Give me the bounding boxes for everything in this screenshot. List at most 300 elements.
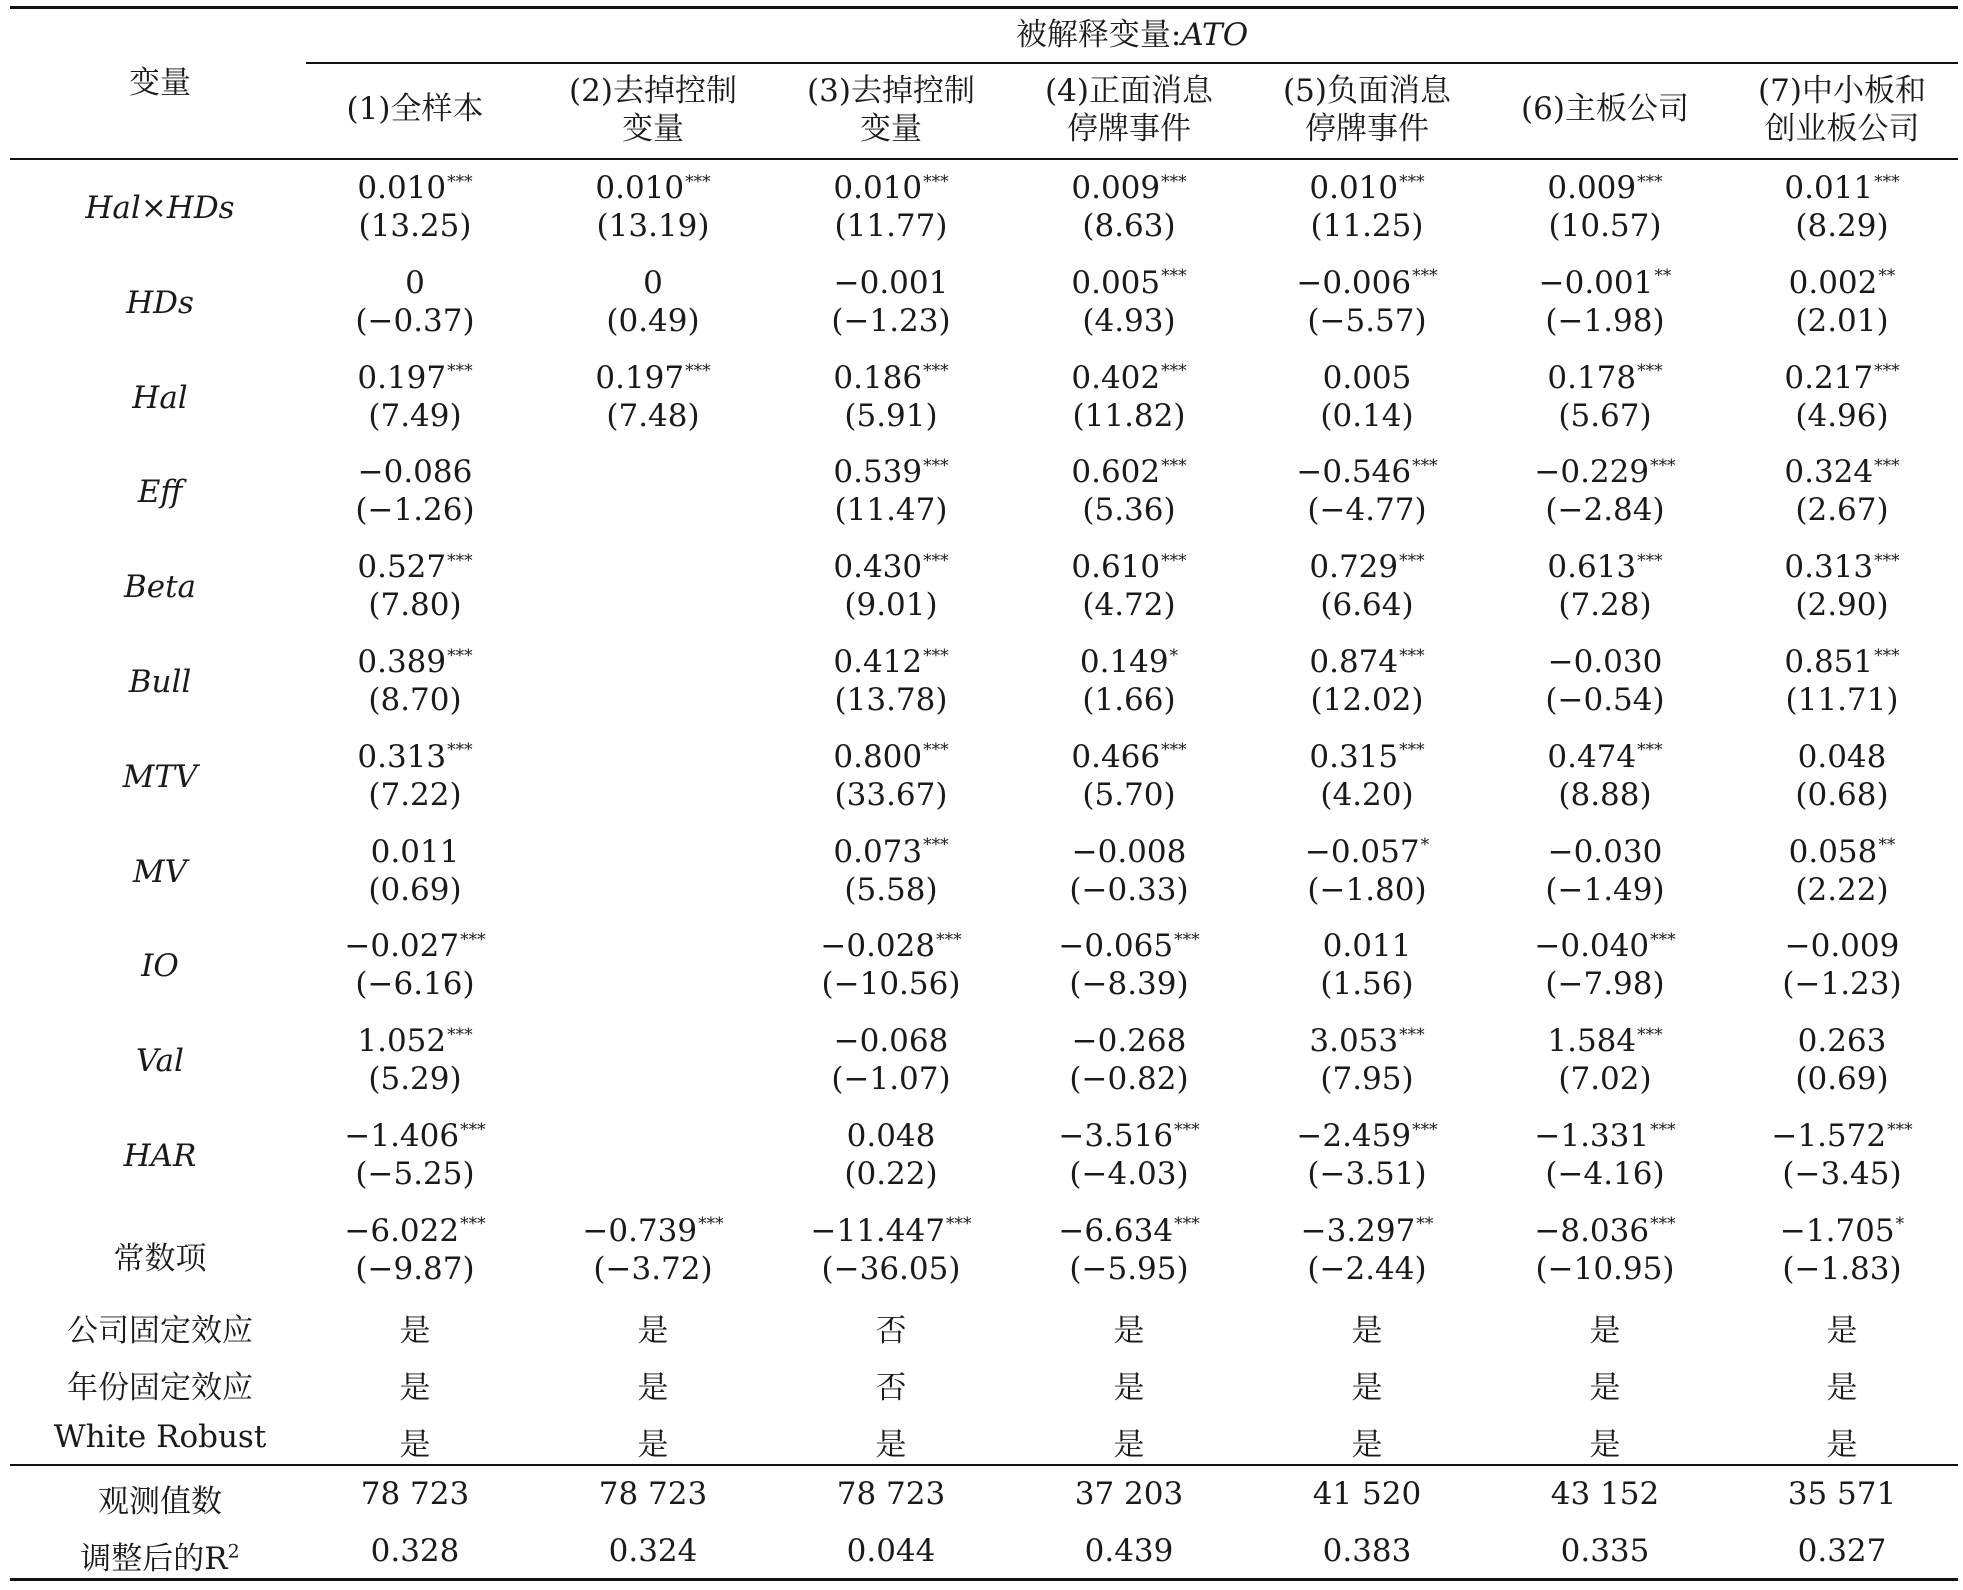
- t-stat-cell: (0.69): [368, 871, 462, 908]
- coef-cell: [1011, 360, 1247, 396]
- coef-value: 0.610: [1071, 549, 1161, 586]
- coef-cell: [1724, 170, 1960, 206]
- column-header-line: (1)全样本: [346, 91, 484, 127]
- coef-value: 0.313: [1784, 549, 1874, 586]
- coef-value: 3.053: [1309, 1023, 1399, 1060]
- row-value: 0.327: [1797, 1533, 1887, 1569]
- column-header-line: 创业板公司: [1764, 111, 1920, 147]
- coef-cell: [297, 454, 533, 490]
- t-stat-cell: (8.29): [1795, 208, 1889, 244]
- row-value: 是: [1826, 1313, 1858, 1349]
- t-stat-cell: (13.78): [834, 682, 948, 718]
- coef-value: 0.048: [846, 1118, 936, 1154]
- coef-cell: [773, 265, 1009, 301]
- coef-value: 0.048: [1797, 738, 1887, 775]
- coef-value: 0.613: [1547, 549, 1637, 586]
- row-label: Hal: [132, 379, 188, 416]
- t-stat-cell: (−10.56): [821, 966, 961, 1003]
- t-stat-cell: (1.66): [1082, 682, 1176, 718]
- column-header-2: [535, 72, 771, 148]
- coef-cell: [1011, 549, 1247, 585]
- coef-cell: [535, 360, 771, 396]
- significance-stars: ***: [1887, 1119, 1913, 1140]
- t-stat-cell: (0.14): [1320, 397, 1414, 434]
- t-stat-cell: (5.91): [844, 397, 938, 434]
- coef-cell: [773, 454, 1009, 490]
- coef-value: −11.447: [810, 1212, 945, 1249]
- significance-stars: ***: [1874, 456, 1900, 477]
- coef-value: −0.001: [1538, 264, 1654, 301]
- coef-cell: [1249, 265, 1485, 301]
- row-label: Hal×HDs: [85, 190, 235, 226]
- t-stat-cell: (13.19): [596, 208, 710, 244]
- coef-value: 0.010: [595, 170, 685, 206]
- coef-value: −1.406: [344, 1118, 460, 1154]
- row-value: 是: [1826, 1427, 1858, 1463]
- column-header-line: (6)主板公司: [1521, 91, 1689, 127]
- t-stat-cell: (9.01): [844, 587, 938, 624]
- coef-value: 0.011: [1322, 928, 1412, 965]
- t-stat-cell: (−3.72): [593, 1250, 713, 1287]
- significance-stars: ***: [923, 835, 949, 856]
- coef-cell: [1487, 1213, 1723, 1249]
- t-stat-cell: (2.90): [1795, 587, 1889, 624]
- t-stat-cell: (−1.26): [355, 492, 475, 529]
- significance-stars: *: [1420, 835, 1430, 856]
- significance-stars: ***: [923, 456, 949, 477]
- significance-stars: ***: [1412, 266, 1438, 287]
- coef-value: 0.263: [1797, 1023, 1887, 1060]
- t-stat-cell: (4.96): [1795, 397, 1889, 434]
- significance-stars: ***: [685, 361, 711, 382]
- t-stat-cell: (11.77): [834, 208, 948, 244]
- row-label: 公司固定效应: [67, 1313, 253, 1349]
- significance-stars: ***: [447, 361, 473, 382]
- t-stat-cell: (−2.84): [1545, 492, 1665, 529]
- coef-value: −0.057: [1304, 833, 1420, 870]
- row-value: 否: [875, 1313, 907, 1349]
- coef-cell: [1249, 360, 1485, 396]
- coef-value: −0.229: [1534, 454, 1650, 491]
- t-stat-cell: (7.95): [1320, 1061, 1414, 1098]
- row-value: 35 571: [1787, 1476, 1897, 1512]
- column-header-line: 停牌事件: [1305, 111, 1429, 147]
- row-label-superscript: 2: [227, 1540, 240, 1563]
- t-stat-cell: (−36.05): [821, 1250, 961, 1287]
- t-stat-cell: (8.70): [368, 682, 462, 718]
- significance-stars: ***: [923, 171, 949, 192]
- header-group-label: 被解释变量:: [1015, 17, 1182, 53]
- coef-value: −6.022: [344, 1212, 460, 1249]
- t-stat-cell: (−1.07): [831, 1061, 951, 1098]
- significance-stars: ***: [945, 1214, 972, 1235]
- significance-stars: ***: [698, 1214, 724, 1235]
- row-value: 是: [875, 1427, 907, 1463]
- significance-stars: ***: [1399, 1024, 1425, 1045]
- column-header-7: [1724, 72, 1960, 148]
- significance-stars: ***: [1174, 930, 1200, 951]
- row-label: 常数项: [113, 1240, 207, 1277]
- row-label: [10, 1476, 310, 1521]
- coef-value: 0.197: [595, 359, 685, 396]
- coef-cell: [1011, 1213, 1247, 1249]
- header-rule: [10, 158, 1958, 160]
- coef-value: 0.217: [1784, 359, 1874, 396]
- significance-stars: ***: [1174, 1119, 1200, 1140]
- t-stat-cell: (−0.33): [1069, 871, 1189, 908]
- coef-cell: [1724, 928, 1960, 964]
- coef-cell: [1011, 1118, 1247, 1154]
- coef-value: −0.030: [1547, 833, 1663, 870]
- coef-value: 0.313: [357, 738, 447, 775]
- column-header-5: [1249, 72, 1485, 148]
- significance-stars: ***: [1637, 361, 1663, 382]
- coef-cell: [1487, 454, 1723, 490]
- significance-stars: *: [1895, 1214, 1905, 1235]
- t-stat-cell: (−1.80): [1307, 871, 1427, 908]
- row-label: MTV: [122, 758, 198, 795]
- coef-value: −0.027: [344, 928, 460, 965]
- column-header-line: 停牌事件: [1067, 111, 1191, 147]
- coef-value: 0.010: [833, 170, 923, 206]
- coef-value: −0.086: [357, 454, 473, 491]
- t-stat-cell: (5.70): [1082, 776, 1176, 813]
- row-value: 0.383: [1322, 1533, 1412, 1569]
- significance-stars: ***: [1161, 456, 1187, 477]
- coef-value: −0.040: [1534, 928, 1650, 965]
- coef-cell: [1487, 360, 1723, 396]
- coef-cell: [1249, 454, 1485, 490]
- coef-cell: [297, 549, 533, 585]
- significance-stars: ***: [1399, 645, 1425, 666]
- coef-cell: [1724, 549, 1960, 585]
- t-stat-cell: (−10.95): [1535, 1250, 1675, 1287]
- coef-cell: [1011, 644, 1247, 680]
- significance-stars: **: [1416, 1214, 1434, 1235]
- coef-cell: [1724, 454, 1960, 490]
- top-rule: [10, 6, 1958, 9]
- significance-stars: ***: [1874, 645, 1900, 666]
- row-value: 是: [1589, 1313, 1621, 1349]
- coef-cell: [1487, 265, 1723, 301]
- significance-stars: ***: [685, 171, 711, 192]
- coef-cell: [773, 1118, 1009, 1154]
- coef-cell: [1724, 360, 1960, 396]
- coef-cell: [1487, 644, 1723, 680]
- significance-stars: ***: [1650, 456, 1676, 477]
- mid-rule: [10, 1464, 1958, 1466]
- t-stat-cell: (−5.57): [1307, 302, 1427, 339]
- coef-value: 0.009: [1547, 170, 1637, 206]
- coef-value: −0.001: [833, 264, 949, 301]
- row-value: 是: [1351, 1370, 1383, 1406]
- significance-stars: ***: [1399, 171, 1425, 192]
- significance-stars: ***: [1874, 550, 1900, 571]
- coef-cell: [1487, 834, 1723, 870]
- significance-stars: ***: [1161, 550, 1187, 571]
- row-label: 年份固定效应: [67, 1370, 253, 1406]
- significance-stars: ***: [1650, 930, 1676, 951]
- t-stat-cell: (0.68): [1795, 776, 1889, 813]
- coef-cell: [773, 1213, 1009, 1249]
- row-label-text: 观测值数: [98, 1484, 222, 1520]
- t-stat-cell: (−6.16): [355, 966, 475, 1003]
- row-value: 是: [399, 1313, 431, 1349]
- t-stat-cell: (1.56): [1320, 966, 1414, 1003]
- row-label: Bull: [128, 664, 192, 700]
- t-stat-cell: (−1.49): [1545, 871, 1665, 908]
- coef-cell: [773, 170, 1009, 206]
- coef-value: 0.851: [1784, 644, 1874, 680]
- row-label: Val: [136, 1043, 184, 1080]
- coef-value: 0.602: [1071, 454, 1161, 491]
- row-value: 是: [1351, 1427, 1383, 1463]
- coef-value: −3.516: [1058, 1118, 1174, 1154]
- row-value: 是: [1113, 1313, 1145, 1349]
- t-stat-cell: (6.64): [1320, 587, 1414, 624]
- coef-value: 0.402: [1071, 359, 1161, 396]
- row-value: 是: [1589, 1370, 1621, 1406]
- t-stat-cell: (0.69): [1795, 1061, 1889, 1098]
- coef-cell: [535, 265, 771, 301]
- coef-cell: [297, 360, 533, 396]
- coef-cell: [297, 644, 533, 680]
- coef-value: 0.005: [1322, 359, 1412, 396]
- row-label-text: 调整后的R: [80, 1541, 228, 1577]
- significance-stars: ***: [1161, 361, 1187, 382]
- coef-value: 0.527: [357, 549, 447, 586]
- coef-cell: [773, 644, 1009, 680]
- column-header-line: (4)正面消息: [1045, 73, 1213, 109]
- significance-stars: ***: [447, 740, 473, 761]
- coef-cell: [773, 1023, 1009, 1059]
- row-label: MV: [132, 853, 188, 890]
- coef-value: −1.705: [1779, 1212, 1895, 1249]
- coef-value: −1.572: [1771, 1118, 1887, 1154]
- t-stat-cell: (11.71): [1785, 682, 1899, 718]
- t-stat-cell: (33.67): [834, 776, 948, 813]
- t-stat-cell: (−3.51): [1307, 1156, 1427, 1192]
- t-stat-cell: (7.48): [606, 397, 700, 434]
- row-value: 0.335: [1560, 1533, 1650, 1569]
- t-stat-cell: (−8.39): [1069, 966, 1189, 1003]
- coef-cell: [1724, 739, 1960, 775]
- coef-value: 1.052: [357, 1023, 447, 1060]
- column-header-1: [297, 90, 533, 128]
- row-value: 37 203: [1074, 1476, 1184, 1512]
- t-stat-cell: (−4.03): [1069, 1156, 1189, 1192]
- coef-value: 0.729: [1309, 549, 1399, 586]
- header-variable: 变量: [129, 65, 191, 101]
- t-stat-cell: (5.36): [1082, 492, 1176, 529]
- row-label: IO: [141, 948, 179, 985]
- coef-cell: [1011, 928, 1247, 964]
- t-stat-cell: (7.80): [368, 587, 462, 624]
- t-stat-cell: (10.57): [1548, 208, 1662, 244]
- t-stat-cell: (7.49): [368, 397, 462, 434]
- t-stat-cell: (11.47): [834, 492, 948, 529]
- significance-stars: ***: [1161, 266, 1187, 287]
- coef-value: −1.331: [1534, 1118, 1650, 1154]
- row-label: HAR: [123, 1138, 197, 1174]
- coef-value: 0.874: [1309, 644, 1399, 680]
- t-stat-cell: (−4.77): [1307, 492, 1427, 529]
- row-value: 是: [1589, 1427, 1621, 1463]
- coef-cell: [1724, 265, 1960, 301]
- significance-stars: ***: [1174, 1214, 1200, 1235]
- row-value: 是: [1351, 1313, 1383, 1349]
- coef-cell: [1724, 1213, 1960, 1249]
- significance-stars: ***: [1161, 171, 1187, 192]
- significance-stars: ***: [447, 171, 473, 192]
- row-value: 是: [637, 1313, 669, 1349]
- coef-cell: [1249, 739, 1485, 775]
- t-stat-cell: (−1.83): [1782, 1250, 1902, 1287]
- significance-stars: ***: [923, 645, 949, 666]
- coef-cell: [1724, 1023, 1960, 1059]
- row-value: 78 723: [836, 1476, 946, 1512]
- coef-cell: [1249, 549, 1485, 585]
- t-stat-cell: (0.49): [606, 302, 700, 339]
- row-value: 是: [1113, 1370, 1145, 1406]
- significance-stars: ***: [460, 930, 486, 951]
- coef-cell: [1011, 170, 1247, 206]
- coef-value: 0.474: [1547, 738, 1637, 775]
- coef-value: 0.186: [833, 359, 923, 396]
- coef-cell: [1249, 928, 1485, 964]
- significance-stars: ***: [1650, 1214, 1676, 1235]
- t-stat-cell: (0.22): [844, 1156, 938, 1192]
- coef-value: −2.459: [1296, 1118, 1412, 1154]
- coef-value: 0.466: [1071, 738, 1161, 775]
- coef-cell: [1249, 1023, 1485, 1059]
- t-stat-cell: (11.82): [1072, 397, 1186, 434]
- t-stat-cell: (7.28): [1558, 587, 1652, 624]
- t-stat-cell: (11.25): [1310, 208, 1424, 244]
- row-value: 0.328: [370, 1533, 460, 1569]
- coef-value: 0.800: [833, 738, 923, 775]
- column-header-line: (2)去掉控制: [569, 73, 737, 109]
- significance-stars: ***: [1650, 1119, 1676, 1140]
- coef-value: −0.008: [1071, 833, 1187, 870]
- coef-value: −6.634: [1058, 1212, 1174, 1249]
- t-stat-cell: (−3.45): [1782, 1156, 1902, 1192]
- coef-value: 0.005: [1071, 264, 1161, 301]
- coef-cell: [535, 1213, 771, 1249]
- row-value: 是: [1113, 1427, 1145, 1463]
- t-stat-cell: (−1.98): [1545, 302, 1665, 339]
- coef-value: 0.011: [370, 833, 460, 870]
- coef-cell: [1487, 549, 1723, 585]
- row-value: 43 152: [1550, 1476, 1660, 1512]
- row-value: 是: [399, 1427, 431, 1463]
- coef-value: 1.584: [1547, 1023, 1637, 1060]
- coef-value: 0.010: [357, 170, 447, 206]
- coef-cell: [297, 1213, 533, 1249]
- row-label: White Robust: [53, 1419, 267, 1455]
- coef-cell: [1249, 170, 1485, 206]
- coef-value: −0.739: [582, 1212, 698, 1249]
- t-stat-cell: (−0.37): [355, 302, 475, 339]
- t-stat-cell: (−5.25): [355, 1156, 475, 1192]
- column-header-4: [1011, 72, 1247, 148]
- coef-cell: [1249, 644, 1485, 680]
- t-stat-cell: (−1.23): [831, 302, 951, 339]
- coef-cell: [1011, 454, 1247, 490]
- t-stat-cell: (8.63): [1082, 208, 1176, 244]
- significance-stars: ***: [936, 930, 962, 951]
- coef-value: −0.268: [1071, 1023, 1187, 1060]
- coef-value: −0.006: [1296, 264, 1412, 301]
- coef-value: −8.036: [1534, 1212, 1650, 1249]
- significance-stars: ***: [1637, 1024, 1663, 1045]
- coef-cell: [297, 928, 533, 964]
- coef-cell: [1487, 170, 1723, 206]
- coef-cell: [1249, 834, 1485, 870]
- coef-cell: [1011, 1023, 1247, 1059]
- coef-cell: [773, 928, 1009, 964]
- significance-stars: ***: [1161, 740, 1187, 761]
- coef-cell: [773, 739, 1009, 775]
- coef-cell: [297, 1118, 533, 1154]
- t-stat-cell: (7.02): [1558, 1061, 1652, 1098]
- header-group: [306, 16, 1958, 54]
- column-header-line: 变量: [622, 111, 684, 147]
- row-label: Eff: [137, 474, 183, 511]
- coef-cell: [1724, 644, 1960, 680]
- column-header-6: [1487, 90, 1723, 128]
- row-label: HDs: [126, 284, 194, 321]
- coef-value: −0.009: [1784, 928, 1900, 965]
- significance-stars: *: [1169, 645, 1179, 666]
- t-stat-cell: (−0.54): [1545, 682, 1665, 718]
- coef-cell: [297, 739, 533, 775]
- t-stat-cell: (7.22): [368, 776, 462, 813]
- coef-cell: [773, 549, 1009, 585]
- coef-value: 0.324: [1784, 454, 1874, 491]
- significance-stars: ***: [1412, 456, 1438, 477]
- t-stat-cell: (5.67): [1558, 397, 1652, 434]
- coef-value: −0.546: [1296, 454, 1412, 491]
- significance-stars: ***: [923, 740, 949, 761]
- t-stat-cell: (2.01): [1795, 302, 1889, 339]
- coef-cell: [773, 834, 1009, 870]
- row-value: 是: [637, 1427, 669, 1463]
- coef-value: 0.058: [1788, 833, 1878, 870]
- coef-value: 0.430: [833, 549, 923, 586]
- column-header-line: (7)中小板和: [1758, 73, 1926, 109]
- row-value: 78 723: [598, 1476, 708, 1512]
- coef-cell: [297, 834, 533, 870]
- t-stat-cell: (−1.23): [1782, 966, 1902, 1003]
- coef-value: 0.539: [833, 454, 923, 491]
- coef-value: −0.028: [820, 928, 936, 965]
- significance-stars: ***: [460, 1119, 486, 1140]
- significance-stars: ***: [1874, 171, 1900, 192]
- row-label: [10, 1533, 310, 1578]
- column-header-3: [773, 72, 1009, 148]
- significance-stars: **: [1878, 835, 1896, 856]
- significance-stars: ***: [1399, 550, 1425, 571]
- t-stat-cell: (13.25): [358, 208, 472, 244]
- column-header-line: 变量: [860, 111, 922, 147]
- t-stat-cell: (2.22): [1795, 871, 1889, 908]
- coef-cell: [297, 265, 533, 301]
- bottom-rule: [10, 1578, 1958, 1581]
- coef-value: 0.002: [1788, 264, 1878, 301]
- coef-value: 0.412: [833, 644, 923, 680]
- coef-value: 0: [643, 264, 663, 301]
